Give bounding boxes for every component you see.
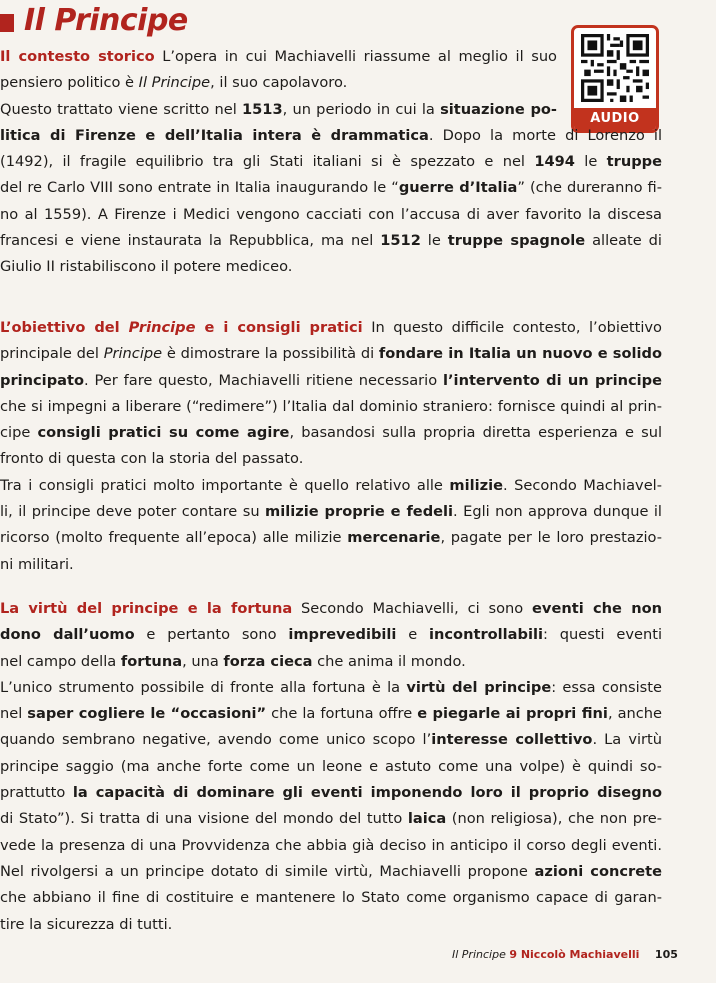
text-line: La virtù del principe e la fortuna Secondo Machiavelli, ci sono eventi che non: [0, 600, 662, 617]
audio-label: AUDIO: [574, 108, 656, 130]
section-heading: L’obiettivo del Principe e i consigli pratici: [0, 319, 363, 336]
section-heading: Il contesto storico: [0, 48, 155, 65]
text-line: francesi e viene instaurata la Repubblica, ma nel 1512 le truppe spagnole alleate di: [0, 232, 662, 250]
text-line: principe saggio (ma anche forte come un leone e astuto come una volpe) è quindi so-: [0, 757, 662, 775]
text-line: quando sembrano negative, avendo come unico scopo l’interesse collettivo. La virtù: [0, 731, 662, 749]
text-line: Tra i consigli pratici molto importante è quello relativo alle milizie. Secondo Machiavel-: [0, 476, 662, 494]
text-line: (1492), il fragile equilibrio tra gli Stati italiani si è spezzato e nel 1494 le truppe: [0, 153, 662, 171]
text-line: Nel rivolgersi a un principe dotato di simile virtù, Machiavelli propone azioni concrete: [0, 862, 662, 880]
text-line: principale del Principe è dimostrare la possibilità di fondare in Italia un nuovo e solido: [0, 345, 662, 363]
text-line: Questo trattato viene scritto nel 1513, un periodo in cui la situazione po-: [0, 100, 557, 118]
text-line: vede la presenza di una Provvidenza che abbia già deciso in anticipo il corso degli eventi.: [0, 836, 662, 854]
section-goal-and-advice: [0, 315, 662, 578]
text-line: ricorso (molto frequente all’epoca) alle milizie mercenarie, pagate per le loro prestazio-: [0, 529, 662, 547]
text-line: cipe consigli pratici su come agire, basandosi sulla propria diretta esperienza e sul: [0, 424, 662, 442]
text-line: dono dall’uomo e pertanto sono imprevedibili e incontrollabili: questi eventi: [0, 626, 662, 644]
footer-book-title: Il Principe: [452, 948, 506, 961]
text-line: litica di Firenze e dell’Italia intera è drammatica. Dopo la morte di Lorenzo il: [0, 126, 662, 144]
title-marker: [0, 14, 14, 32]
text-line: principato. Per fare questo, Machiavelli ritiene necessario l’intervento di un principe: [0, 371, 662, 389]
text-line: di Stato”). Si tratta di una visione del mondo del tutto laica (non religiosa), che non pre-: [0, 810, 662, 828]
section-historical-context: [0, 44, 662, 281]
text-line: Il contesto storico L’opera in cui Machiavelli riassume al meglio il suo: [0, 48, 557, 65]
text-line: fronto di questa con la storia del passato.: [0, 450, 304, 468]
section-virtue-and-fortune: [0, 596, 662, 938]
text-line: prattutto la capacità di dominare gli eventi imponendo loro il proprio disegno: [0, 784, 662, 802]
title-row: [0, 0, 188, 40]
footer-chapter: 9 Niccolò Machiavelli: [509, 948, 640, 961]
text-line: ni militari.: [0, 555, 74, 573]
text-line: che si impegni a liberare (“redimere”) l’Italia dal dominio straniero: fornisce quindi al prin-: [0, 397, 662, 415]
text-line: no al 1559). A Firenze i Medici vengono cacciati con l’accusa di aver favorito la discesa: [0, 205, 662, 223]
page-title: Il Principe: [24, 2, 188, 38]
page-footer: [452, 948, 678, 961]
text-line: pensiero politico è Il Principe, il suo capolavoro.: [0, 74, 348, 92]
text-line: Giulio II ristabiliscono il potere mediceo.: [0, 258, 293, 276]
text-line: che abbiano il fine di costituire e mantenere lo Stato come organismo capace di garan-: [0, 889, 662, 907]
text-line: nel saper cogliere le “occasioni” che la fortuna offre e piegarle ai propri fini, anche: [0, 705, 662, 723]
text-line: L’unico strumento possibile di fronte alla fortuna è la virtù del principe: essa consiste: [0, 678, 662, 696]
page-number: 105: [654, 948, 678, 961]
text-line: L’obiettivo del Principe e i consigli pratici In questo difficile contesto, l’obiettivo: [0, 319, 662, 336]
text-line: del re Carlo VIII sono entrate in Italia inaugurando le “guerre d’Italia” (che dureranno fi-: [0, 179, 662, 197]
text-line: tire la sicurezza di tutti.: [0, 915, 173, 933]
text-line: li, il principe deve poter contare su milizie proprie e fedeli. Egli non approva dunque il: [0, 503, 662, 521]
section-heading: La virtù del principe e la fortuna: [0, 600, 293, 617]
text-line: nel campo della fortuna, una forza cieca che anima il mondo.: [0, 652, 466, 670]
